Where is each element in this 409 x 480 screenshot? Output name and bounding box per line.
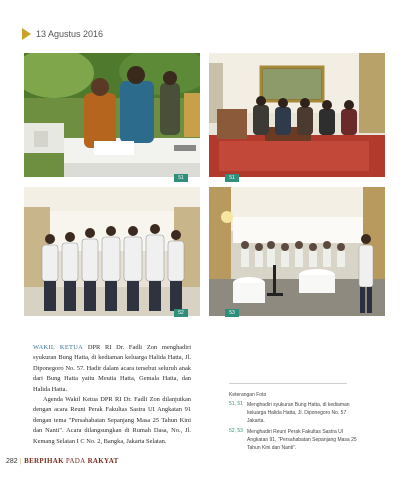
photo-living-room-meeting <box>209 53 385 177</box>
caption-title: Keterangan Foto <box>229 392 267 398</box>
publication-title-part: BERPIHAK <box>24 457 66 465</box>
publication-title <box>24 457 118 465</box>
date-text: 13 Agustus 2016 <box>36 29 104 39</box>
photo-reunion-group <box>24 187 200 316</box>
photo-3-badge: 52 <box>174 309 188 317</box>
caption-text: Menghadiri Reuni Perak Fakultas Sastra UI Angkatan 91, "Persahabatan Sepanjang Masa 25 Tahun Kini dan Nanti". <box>247 429 357 451</box>
photo-captions <box>229 383 369 455</box>
caption-text: Menghadiri syukuran Bung Hatta, di kediaman keluarga Halida Hatta, Jl. Diponegoro No. 57 Jakarta. <box>247 402 350 424</box>
caption-item <box>229 428 369 452</box>
footer-separator: | <box>19 457 22 465</box>
paragraph-1-text: DPR RI Dr. Fadli Zon menghadiri syukuran Bung Hatta, di kediaman keluarga Halida Hatta, Jl. Diponegoro No. 57. Hadir dalam acara tersebut seluruh anak dari Bung Hatta yaitu Meutia Hatta, Gemala Hatta, dan Halida Hatta. <box>33 344 191 393</box>
date-header <box>22 27 103 41</box>
caption-item <box>229 401 369 425</box>
article-body <box>33 343 191 447</box>
photo-1-badge: 51 <box>174 174 188 182</box>
photo-4-badge: 53 <box>225 309 239 317</box>
publication-title-part: PADA <box>65 457 86 465</box>
page-footer <box>6 457 119 465</box>
triangle-marker-icon <box>22 28 31 40</box>
caption-ref: 51, 51 <box>229 401 243 407</box>
publication-title-part: RAKYAT <box>85 457 119 465</box>
photo-2-badge: 51 <box>225 174 239 182</box>
caption-ref: 52, 53 <box>229 428 243 434</box>
paragraph-2: Agenda Wakil Ketua DPR RI Dr. Fadli Zon dilanjutkan dengan acara Reuni Perak Fakultas Sastra UI Angkatan 91 dengan tema "Persahabatan Sepanjang Masa 25 Tahun Kini dan Nanti". Acara dilangsungkan di Rumah Dasa, No., Jl. Kemang Selatan I C No. 2, Bangka, Jakarta Selatan. <box>33 396 191 445</box>
caption-divider <box>229 383 347 384</box>
lead-in-text: WAKIL KETUA <box>33 344 84 351</box>
paragraph-1 <box>33 343 191 395</box>
photo-signing-guestbook <box>24 53 200 177</box>
photo-reunion-hall <box>209 187 385 316</box>
page-number: 282 <box>6 458 18 465</box>
